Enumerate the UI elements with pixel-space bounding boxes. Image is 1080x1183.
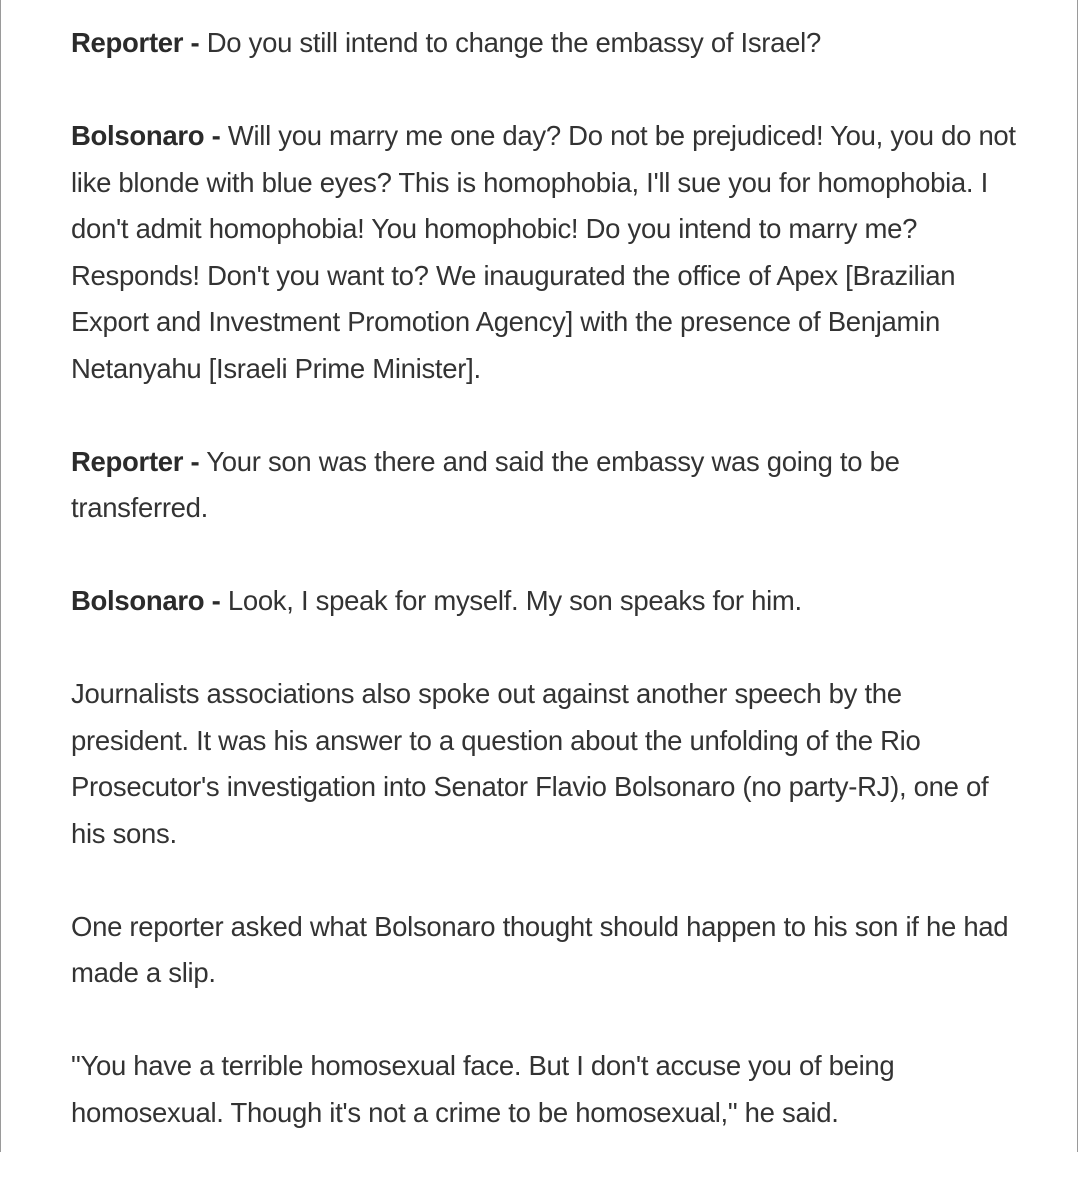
paragraph-text: One reporter asked what Bolsonaro thought should happen to his son if he had made a slip. <box>71 910 1009 988</box>
speaker-label: Reporter - <box>71 27 200 58</box>
paragraph-reporter-question-1 <box>71 20 1021 67</box>
paragraph-bolsonaro-answer-1 <box>71 113 1021 392</box>
paragraph-text: Do you still intend to change the embassy of Israel? <box>199 27 821 58</box>
paragraph-text: Your son was there and said the embassy was going to be transferred. <box>71 445 900 523</box>
paragraph-text: "You have a terrible homosexual face. But I don't accuse you of being homosexual. Though it's not a crime to be homosexual," he said. <box>71 1050 895 1128</box>
paragraph-quote <box>71 1043 1021 1136</box>
paragraph-journalists-associations <box>71 671 1021 857</box>
article-body <box>71 20 1021 1183</box>
paragraph-text: Will you marry me one day? Do not be prejudiced! You, you do not like blonde with blue eyes? This is homophobia, I'll sue you for homophobia. I don't admit homophobia! You homophobic! Do you intend to marry me? Responds! Don't you want to? We inaugurated the office of Apex [Brazilian Export and Investment Promotion Agency] with the presence of Benjamin Netanyahu [Israeli Prime Minister]. <box>71 120 1016 384</box>
speaker-label: Bolsonaro - <box>71 585 221 616</box>
speaker-label: Reporter - <box>71 445 200 477</box>
paragraph-bolsonaro-answer-2 <box>71 578 1021 625</box>
paragraph-reporter-question-2 <box>71 439 1021 532</box>
paragraph-text: Look, I speak for myself. My son speaks for him. <box>220 585 802 616</box>
speaker-label: Bolsonaro - <box>71 120 221 151</box>
paragraph-reporter-asked <box>71 904 1021 997</box>
paragraph-text: Journalists associations also spoke out against another speech by the president. It was his answer to a question about the unfolding of the Rio Prosecutor's investigation into Senator Flavio Bolsonaro (no party-RJ), one of his sons. <box>71 678 989 849</box>
